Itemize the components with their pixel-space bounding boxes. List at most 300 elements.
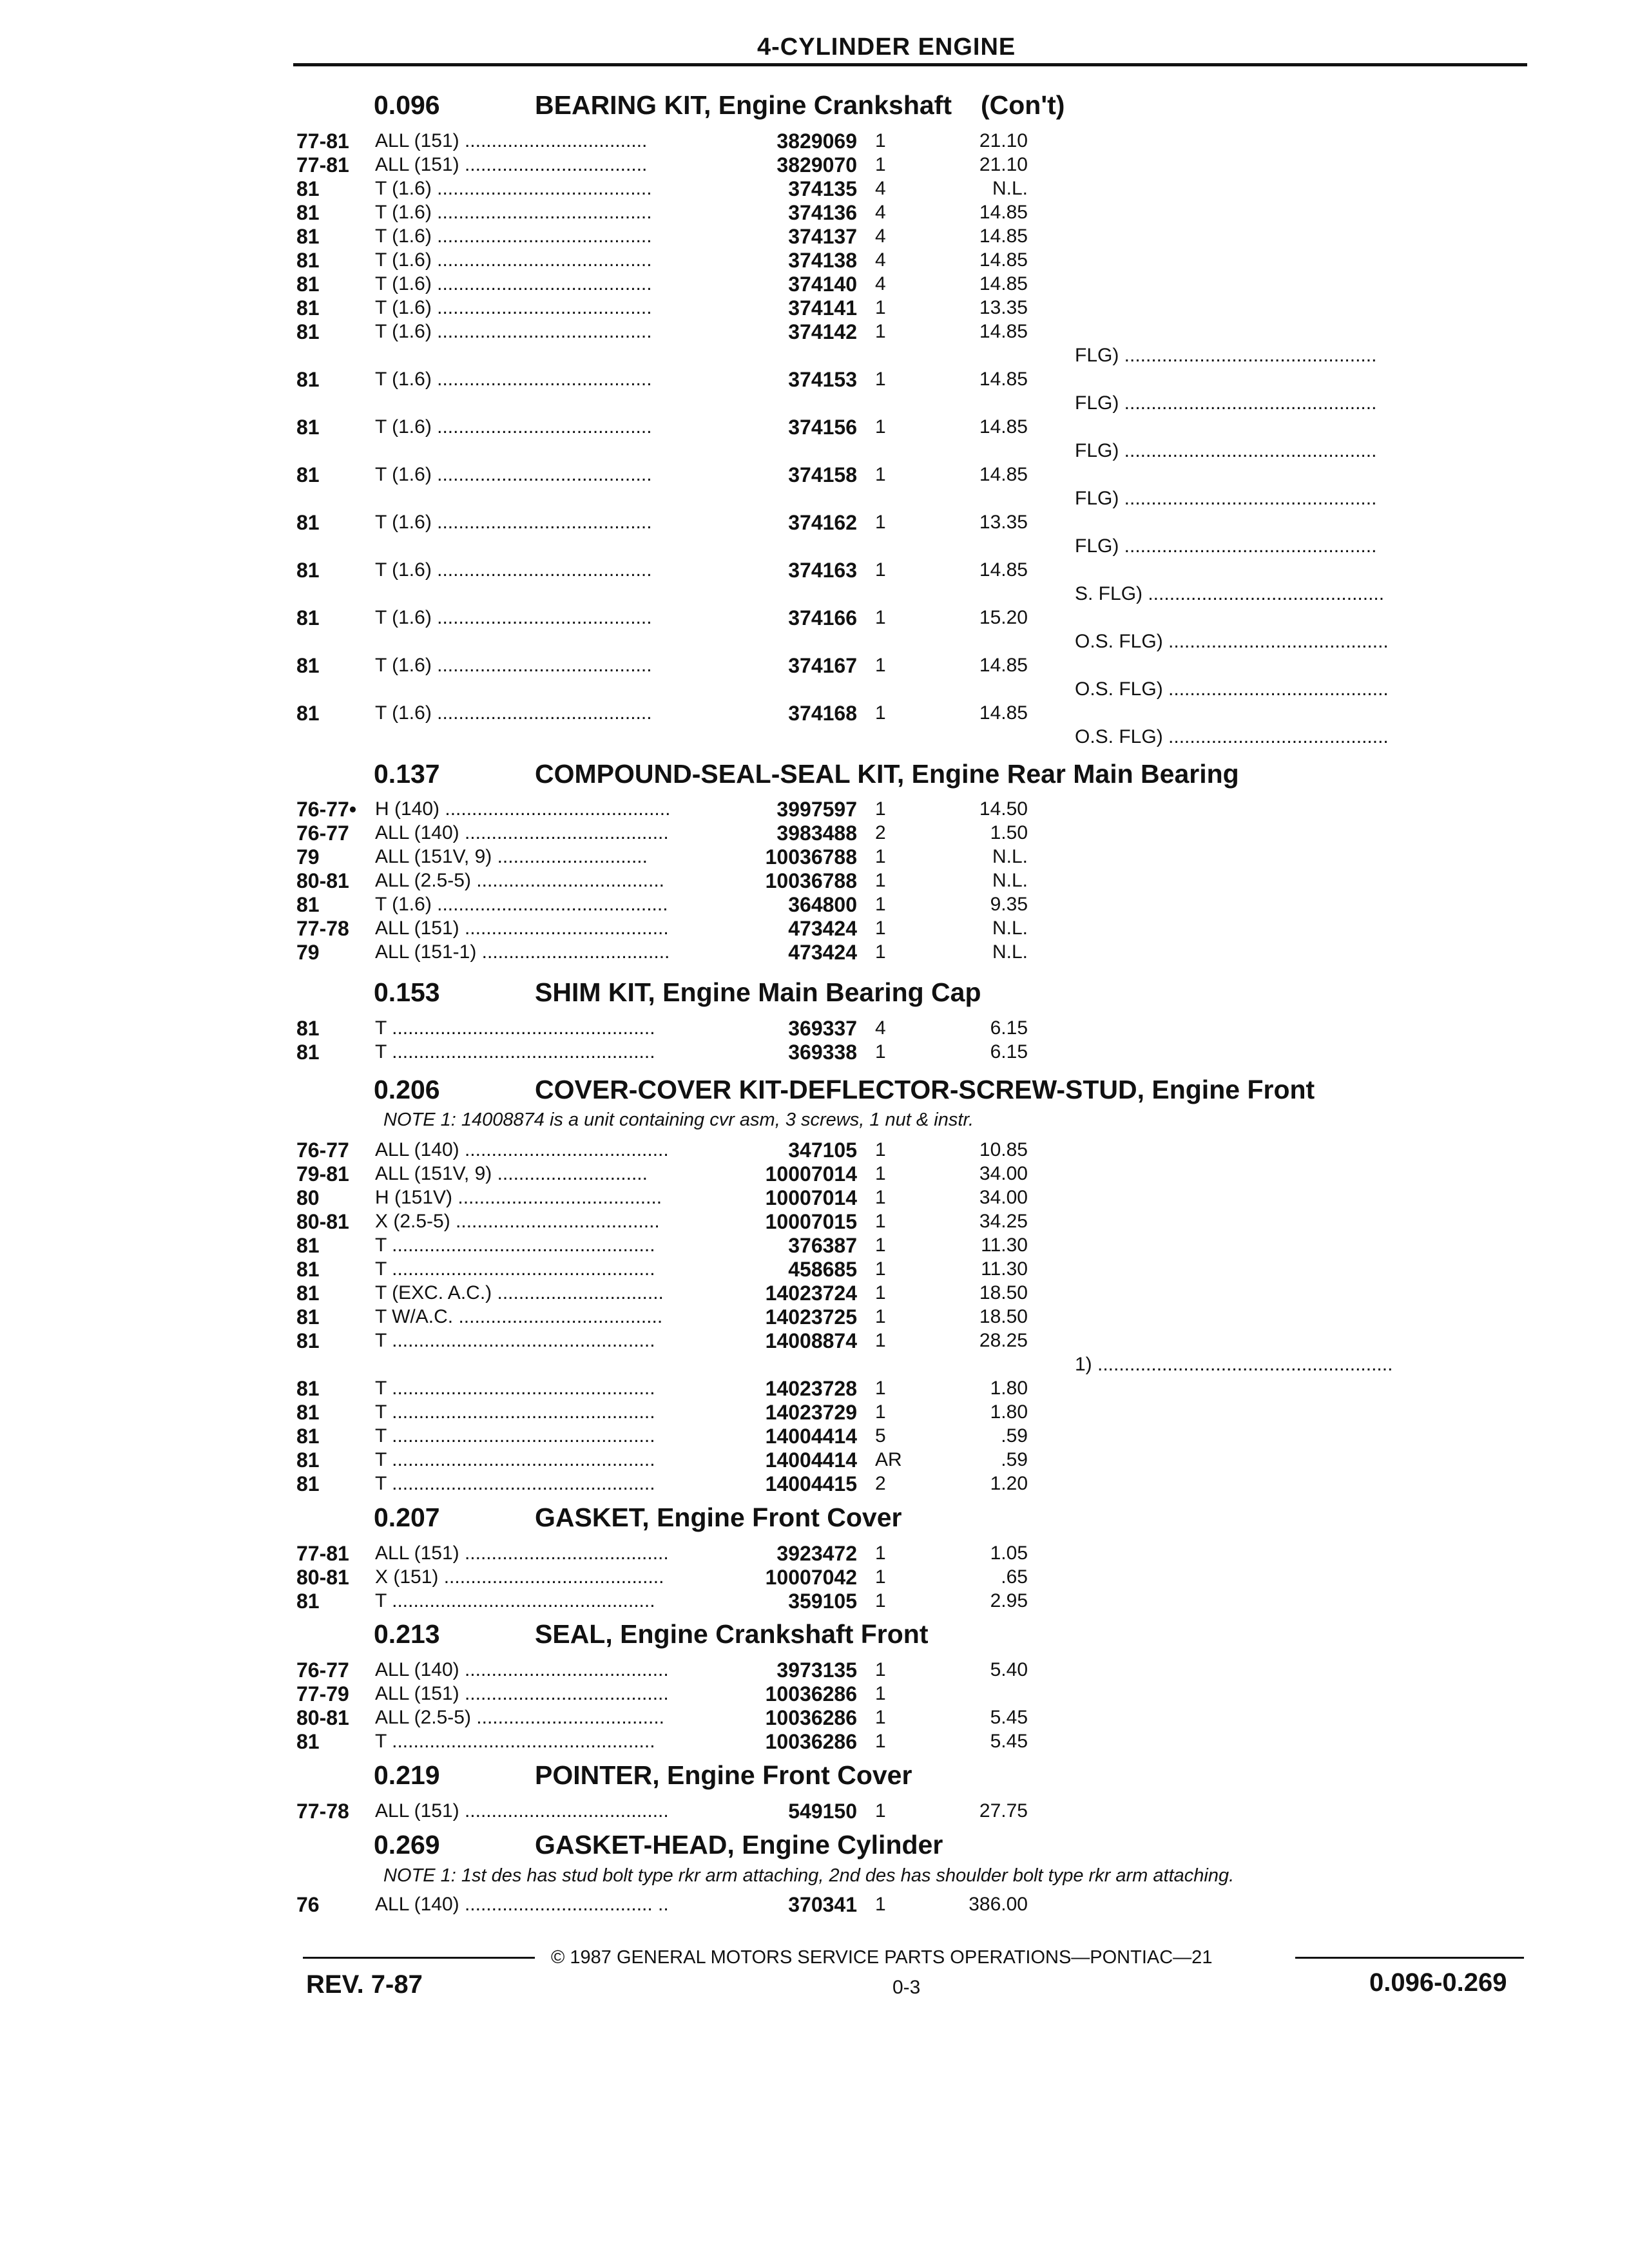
- parts-row: [0, 367, 1629, 393]
- page-title: 4-CYLINDER ENGINE: [757, 34, 1016, 61]
- year-cell: 79: [296, 941, 320, 964]
- model-cell: ALL (151) ......................................: [375, 1542, 669, 1564]
- model-cell: T (1.6) ........................................: [375, 655, 652, 676]
- parts-row: [0, 1799, 1629, 1825]
- part-number-cell: 374140: [788, 273, 857, 296]
- section-title: [535, 1619, 929, 1649]
- price-cell: 6.15: [990, 1017, 1028, 1039]
- parts-row: [0, 1682, 1629, 1707]
- part-number-cell: 473424: [788, 917, 857, 940]
- section-title: [535, 1503, 902, 1533]
- part-number-cell: 14023728: [765, 1377, 857, 1400]
- price-cell: 1.80: [990, 1401, 1028, 1423]
- part-number-cell: 10036788: [765, 845, 857, 869]
- model-cell: T (1.6) ...........................................: [375, 894, 668, 915]
- footer-section-range: 0.096-0.269: [1369, 1968, 1507, 1997]
- model-cell: T .................................................: [375, 1590, 655, 1611]
- quantity-cell: 1: [875, 870, 886, 891]
- parts-row: [0, 1706, 1629, 1731]
- part-number-cell: 374166: [788, 606, 857, 629]
- model-cell: T (1.6) ........................................: [375, 369, 652, 390]
- model-cell: ALL (151) ..................................: [375, 130, 648, 151]
- parts-row: [0, 1016, 1629, 1042]
- section-title: [535, 1760, 912, 1791]
- quantity-cell: 1: [875, 1306, 886, 1327]
- price-cell: 5.45: [990, 1731, 1028, 1752]
- year-cell: 77-81: [296, 130, 349, 153]
- part-number-cell: 374168: [788, 702, 857, 725]
- model-cell: ALL (2.5-5) ...................................: [375, 870, 665, 891]
- section-code: 0.207: [374, 1503, 440, 1532]
- quantity-cell: 1: [875, 1731, 886, 1752]
- parts-row: [0, 1305, 1629, 1331]
- section-title-text: SHIM KIT, Engine Main Bearing Cap: [535, 977, 981, 1007]
- header-rule: [293, 63, 1527, 66]
- quantity-cell: 1: [875, 130, 886, 151]
- year-cell: 81: [296, 249, 320, 272]
- parts-row-continuation: [0, 1352, 1629, 1378]
- parts-row: [0, 869, 1629, 894]
- quantity-cell: 1: [875, 918, 886, 939]
- year-cell: 77-79: [296, 1682, 349, 1706]
- section-title: [535, 977, 981, 1008]
- description-continuation: FLG) ...............................................: [1075, 440, 1377, 461]
- quantity-cell: 1: [875, 655, 886, 676]
- year-cell: 81: [296, 177, 320, 200]
- footer-rule-right: [1295, 1957, 1524, 1959]
- description-continuation: FLG) ...............................................: [1075, 345, 1377, 366]
- model-cell: H (140) ..........................................: [375, 798, 671, 820]
- part-number-cell: 10036788: [765, 869, 857, 892]
- part-number-cell: 3829069: [776, 130, 857, 153]
- price-cell: N.L.: [992, 178, 1028, 199]
- section-heading: [0, 1503, 1629, 1535]
- year-cell: 81: [296, 1377, 320, 1400]
- section-heading: [0, 1619, 1629, 1651]
- year-cell: 81: [296, 463, 320, 486]
- footer-revision: REV. 7-87: [306, 1970, 423, 1999]
- year-cell: 81: [296, 606, 320, 629]
- section-code: 0.213: [374, 1619, 440, 1649]
- price-cell: 14.85: [979, 369, 1028, 390]
- model-cell: H (151V) ......................................: [375, 1187, 662, 1208]
- model-cell: T (1.6) ........................................: [375, 559, 652, 581]
- section-heading: [0, 1830, 1629, 1862]
- description-continuation: FLG) ...............................................: [1075, 488, 1377, 509]
- part-number-cell: 549150: [788, 1800, 857, 1823]
- year-cell: 76-77•: [296, 798, 357, 821]
- parts-row: [0, 558, 1629, 584]
- price-cell: 6.15: [990, 1041, 1028, 1062]
- section-code: 0.137: [374, 759, 440, 789]
- year-cell: 76-77: [296, 1139, 349, 1162]
- part-number-cell: 369338: [788, 1041, 857, 1064]
- price-cell: 14.85: [979, 416, 1028, 437]
- parts-row: [0, 916, 1629, 942]
- parts-row: [0, 1257, 1629, 1283]
- price-cell: 14.85: [979, 321, 1028, 342]
- description-continuation: O.S. FLG) .........................................: [1075, 678, 1389, 700]
- section-title-text: POINTER, Engine Front Cover: [535, 1760, 912, 1790]
- price-cell: 1.80: [990, 1378, 1028, 1399]
- part-number-cell: 473424: [788, 941, 857, 964]
- section-note: NOTE 1: 14008874 is a unit containing cvr asm, 3 screws, 1 nut & instr.: [383, 1110, 974, 1130]
- quantity-cell: 4: [875, 273, 886, 294]
- section-heading: [0, 1760, 1629, 1792]
- model-cell: ALL (151-1) ...................................: [375, 941, 670, 963]
- parts-row: [0, 1281, 1629, 1307]
- model-cell: T .................................................: [375, 1017, 655, 1039]
- section-title: [535, 90, 1065, 120]
- part-number-cell: 374156: [788, 416, 857, 439]
- quantity-cell: 1: [875, 607, 886, 628]
- section-title-text: GASKET-HEAD, Engine Cylinder: [535, 1830, 943, 1860]
- parts-row: [0, 200, 1629, 226]
- part-number-cell: 347105: [788, 1139, 857, 1162]
- part-number-cell: 14004414: [765, 1425, 857, 1448]
- parts-row-continuation: [0, 582, 1629, 608]
- price-cell: 1.05: [990, 1542, 1028, 1564]
- part-number-cell: 374142: [788, 320, 857, 343]
- model-cell: T .................................................: [375, 1258, 655, 1280]
- part-number-cell: 374136: [788, 201, 857, 224]
- parts-row: [0, 224, 1629, 250]
- model-cell: ALL (151) ......................................: [375, 1683, 669, 1704]
- year-cell: 81: [296, 1401, 320, 1424]
- year-cell: 81: [296, 1041, 320, 1064]
- part-number-cell: 14008874: [765, 1329, 857, 1352]
- price-cell: 14.85: [979, 202, 1028, 223]
- model-cell: T (1.6) ........................................: [375, 464, 652, 485]
- price-cell: 34.25: [979, 1211, 1028, 1232]
- model-cell: T .................................................: [375, 1473, 655, 1494]
- price-cell: N.L.: [992, 918, 1028, 939]
- parts-row: [0, 1329, 1629, 1354]
- year-cell: 76-77: [296, 1658, 349, 1682]
- part-number-cell: 370341: [788, 1893, 857, 1916]
- part-number-cell: 14004414: [765, 1448, 857, 1472]
- price-cell: 1.50: [990, 822, 1028, 843]
- part-number-cell: 376387: [788, 1234, 857, 1257]
- part-number-cell: 3829070: [776, 153, 857, 177]
- parts-row: [0, 153, 1629, 178]
- part-number-cell: 374153: [788, 368, 857, 391]
- year-cell: 81: [296, 225, 320, 248]
- price-cell: 28.25: [979, 1330, 1028, 1351]
- model-cell: ALL (151) ..................................: [375, 154, 648, 175]
- quantity-cell: 1: [875, 559, 886, 581]
- price-cell: .65: [1001, 1566, 1028, 1588]
- quantity-cell: 1: [875, 1235, 886, 1256]
- year-cell: 81: [296, 654, 320, 677]
- year-cell: 81: [296, 893, 320, 916]
- quantity-cell: AR: [875, 1449, 902, 1470]
- part-number-cell: 374158: [788, 463, 857, 486]
- price-cell: N.L.: [992, 870, 1028, 891]
- description-continuation: O.S. FLG) .........................................: [1075, 726, 1389, 747]
- price-cell: 14.85: [979, 702, 1028, 724]
- parts-row: [0, 1209, 1629, 1235]
- parts-row-continuation: [0, 629, 1629, 655]
- parts-row: [0, 1448, 1629, 1474]
- model-cell: ALL (140) ......................................: [375, 1659, 669, 1680]
- price-cell: 386.00: [969, 1894, 1028, 1915]
- quantity-cell: 1: [875, 1282, 886, 1303]
- price-cell: 18.50: [979, 1282, 1028, 1303]
- quantity-cell: 1: [875, 512, 886, 533]
- year-cell: 81: [296, 1448, 320, 1472]
- parts-row: [0, 463, 1629, 488]
- parts-row: [0, 821, 1629, 847]
- section-title-text: SEAL, Engine Crankshaft Front: [535, 1619, 929, 1649]
- parts-row: [0, 248, 1629, 274]
- part-number-cell: 374135: [788, 177, 857, 200]
- quantity-cell: 4: [875, 178, 886, 199]
- part-number-cell: 14023725: [765, 1305, 857, 1329]
- price-cell: 21.10: [979, 130, 1028, 151]
- parts-row-continuation: [0, 677, 1629, 703]
- parts-row: [0, 701, 1629, 727]
- model-cell: ALL (140) ......................................: [375, 822, 669, 843]
- model-cell: T .................................................: [375, 1425, 655, 1446]
- section-title-text: BEARING KIT, Engine Crankshaft: [535, 90, 952, 120]
- price-cell: 14.85: [979, 464, 1028, 485]
- quantity-cell: 5: [875, 1425, 886, 1446]
- section-title: [535, 759, 1239, 789]
- price-cell: 21.10: [979, 154, 1028, 175]
- model-cell: T .................................................: [375, 1330, 655, 1351]
- quantity-cell: 1: [875, 1041, 886, 1062]
- part-number-cell: 10036286: [765, 1682, 857, 1706]
- parts-row: [0, 1138, 1629, 1164]
- year-cell: 81: [296, 1329, 320, 1352]
- year-cell: 77-81: [296, 153, 349, 177]
- price-cell: .59: [1001, 1449, 1028, 1470]
- description-continuation: S. FLG) ............................................: [1075, 583, 1385, 604]
- year-cell: 80-81: [296, 1706, 349, 1729]
- description-continuation: 1) .......................................................: [1075, 1354, 1393, 1375]
- parts-row: [0, 1186, 1629, 1211]
- part-number-cell: 10007015: [765, 1210, 857, 1233]
- parts-row: [0, 940, 1629, 966]
- model-cell: ALL (151V, 9) ............................: [375, 846, 648, 867]
- part-number-cell: 374141: [788, 296, 857, 320]
- section-code: 0.219: [374, 1760, 440, 1790]
- model-cell: T (1.6) ........................................: [375, 607, 652, 628]
- price-cell: 5.40: [990, 1659, 1028, 1680]
- quantity-cell: 1: [875, 1187, 886, 1208]
- quantity-cell: 1: [875, 1401, 886, 1423]
- parts-row: [0, 510, 1629, 536]
- parts-row: [0, 1424, 1629, 1450]
- section-code: 0.096: [374, 90, 440, 120]
- year-cell: 81: [296, 1258, 320, 1281]
- year-cell: 81: [296, 559, 320, 582]
- parts-row-continuation: [0, 486, 1629, 512]
- part-number-cell: 10036286: [765, 1730, 857, 1753]
- year-cell: 81: [296, 368, 320, 391]
- parts-row-continuation: [0, 343, 1629, 369]
- quantity-cell: 1: [875, 1659, 886, 1680]
- part-number-cell: 364800: [788, 893, 857, 916]
- section-code: 0.153: [374, 977, 440, 1007]
- year-cell: 77-81: [296, 1542, 349, 1565]
- section-note: NOTE 1: 1st des has stud bolt type rkr arm attaching, 2nd des has shoulder bolt type rkr arm attaching.: [383, 1865, 1235, 1886]
- parts-row-continuation: [0, 391, 1629, 417]
- part-number-cell: 458685: [788, 1258, 857, 1281]
- part-number-cell: 14023729: [765, 1401, 857, 1424]
- parts-row: [0, 845, 1629, 870]
- quantity-cell: 1: [875, 846, 886, 867]
- parts-row: [0, 1658, 1629, 1684]
- quantity-cell: 1: [875, 1139, 886, 1160]
- quantity-cell: 1: [875, 321, 886, 342]
- quantity-cell: 2: [875, 822, 886, 843]
- quantity-cell: 1: [875, 1894, 886, 1915]
- year-cell: 80-81: [296, 1210, 349, 1233]
- quantity-cell: 1: [875, 1707, 886, 1728]
- quantity-cell: 4: [875, 226, 886, 247]
- model-cell: ALL (151V, 9) ............................: [375, 1163, 648, 1184]
- description-continuation: FLG) ...............................................: [1075, 392, 1377, 414]
- parts-row: [0, 1541, 1629, 1567]
- year-cell: 81: [296, 1282, 320, 1305]
- price-cell: 5.45: [990, 1707, 1028, 1728]
- year-cell: 80: [296, 1186, 320, 1209]
- quantity-cell: 4: [875, 249, 886, 271]
- year-cell: 81: [296, 416, 320, 439]
- description-continuation: FLG) ...............................................: [1075, 535, 1377, 557]
- parts-row: [0, 1376, 1629, 1402]
- year-cell: 81: [296, 201, 320, 224]
- year-cell: 81: [296, 1234, 320, 1257]
- price-cell: 14.85: [979, 559, 1028, 581]
- model-cell: ALL (151) ......................................: [375, 918, 669, 939]
- model-cell: ALL (2.5-5) ...................................: [375, 1707, 665, 1728]
- year-cell: 81: [296, 1305, 320, 1329]
- footer-rule-left: [303, 1957, 535, 1959]
- year-cell: 81: [296, 511, 320, 534]
- parts-row: [0, 1589, 1629, 1615]
- year-cell: 77-78: [296, 1800, 349, 1823]
- section-heading: [0, 977, 1629, 1010]
- section-heading: [0, 759, 1629, 791]
- model-cell: T (1.6) ........................................: [375, 321, 652, 342]
- quantity-cell: 1: [875, 369, 886, 390]
- price-cell: 15.20: [979, 607, 1028, 628]
- part-number-cell: 10036286: [765, 1706, 857, 1729]
- section-heading: [0, 90, 1629, 122]
- model-cell: T (EXC. A.C.) ...............................: [375, 1282, 664, 1303]
- footer-copyright: © 1987 GENERAL MOTORS SERVICE PARTS OPERATIONS—PONTIAC—21: [551, 1947, 1213, 1968]
- parts-row: [0, 129, 1629, 155]
- year-cell: 81: [296, 702, 320, 725]
- model-cell: T (1.6) ........................................: [375, 297, 652, 318]
- parts-row: [0, 1162, 1629, 1187]
- parts-row: [0, 892, 1629, 918]
- section-continued-label: (Con't): [980, 90, 1065, 120]
- quantity-cell: 1: [875, 1330, 886, 1351]
- section-code: 0.269: [374, 1830, 440, 1860]
- quantity-cell: 1: [875, 297, 886, 318]
- part-number-cell: 10007014: [765, 1186, 857, 1209]
- price-cell: 27.75: [979, 1800, 1028, 1821]
- model-cell: T (1.6) ........................................: [375, 273, 652, 294]
- model-cell: T .................................................: [375, 1401, 655, 1423]
- quantity-cell: 1: [875, 1800, 886, 1821]
- model-cell: X (151) .........................................: [375, 1566, 664, 1588]
- model-cell: T .................................................: [375, 1041, 655, 1062]
- model-cell: T (1.6) ........................................: [375, 226, 652, 247]
- model-cell: ALL (140) ......................................: [375, 1139, 669, 1160]
- price-cell: 13.35: [979, 297, 1028, 318]
- parts-row: [0, 1565, 1629, 1591]
- quantity-cell: 1: [875, 416, 886, 437]
- quantity-cell: 4: [875, 202, 886, 223]
- model-cell: T .................................................: [375, 1378, 655, 1399]
- part-number-cell: 374163: [788, 559, 857, 582]
- part-number-cell: 369337: [788, 1017, 857, 1040]
- part-number-cell: 3997597: [776, 798, 857, 821]
- price-cell: 2.95: [990, 1590, 1028, 1611]
- parts-row-continuation: [0, 534, 1629, 560]
- price-cell: 14.85: [979, 226, 1028, 247]
- year-cell: 79-81: [296, 1162, 349, 1186]
- quantity-cell: 1: [875, 798, 886, 820]
- part-number-cell: 3923472: [776, 1542, 857, 1565]
- year-cell: 76: [296, 1893, 320, 1916]
- price-cell: N.L.: [992, 846, 1028, 867]
- parts-row-continuation: [0, 439, 1629, 465]
- price-cell: .59: [1001, 1425, 1028, 1446]
- model-cell: ALL (140) ................................... ..: [375, 1894, 669, 1915]
- quantity-cell: 1: [875, 1590, 886, 1611]
- model-cell: T .................................................: [375, 1731, 655, 1752]
- model-cell: T W/A.C. ......................................: [375, 1306, 663, 1327]
- quantity-cell: 1: [875, 1566, 886, 1588]
- year-cell: 81: [296, 1425, 320, 1448]
- quantity-cell: 1: [875, 702, 886, 724]
- parts-row: [0, 296, 1629, 322]
- parts-row: [0, 797, 1629, 823]
- year-cell: 80-81: [296, 1566, 349, 1589]
- price-cell: 10.85: [979, 1139, 1028, 1160]
- model-cell: T .................................................: [375, 1449, 655, 1470]
- price-cell: 11.30: [981, 1258, 1028, 1280]
- model-cell: T (1.6) ........................................: [375, 416, 652, 437]
- parts-row: [0, 1892, 1629, 1918]
- section-title: [535, 1075, 1315, 1105]
- parts-row: [0, 1400, 1629, 1426]
- part-number-cell: 10007014: [765, 1162, 857, 1186]
- parts-row: [0, 415, 1629, 441]
- year-cell: 77-78: [296, 917, 349, 940]
- quantity-cell: 1: [875, 941, 886, 963]
- year-cell: 81: [296, 1730, 320, 1753]
- quantity-cell: 1: [875, 1163, 886, 1184]
- quantity-cell: 1: [875, 1683, 886, 1704]
- quantity-cell: 1: [875, 1258, 886, 1280]
- parts-row: [0, 1472, 1629, 1497]
- price-cell: 34.00: [979, 1187, 1028, 1208]
- section-title-text: COMPOUND-SEAL-SEAL KIT, Engine Rear Main Bearing: [535, 759, 1239, 789]
- model-cell: T (1.6) ........................................: [375, 178, 652, 199]
- year-cell: 81: [296, 1017, 320, 1040]
- year-cell: 80-81: [296, 869, 349, 892]
- parts-row-continuation: [0, 725, 1629, 751]
- quantity-cell: 1: [875, 1378, 886, 1399]
- section-title-text: COVER-COVER KIT-DEFLECTOR-SCREW-STUD, Engine Front: [535, 1075, 1315, 1104]
